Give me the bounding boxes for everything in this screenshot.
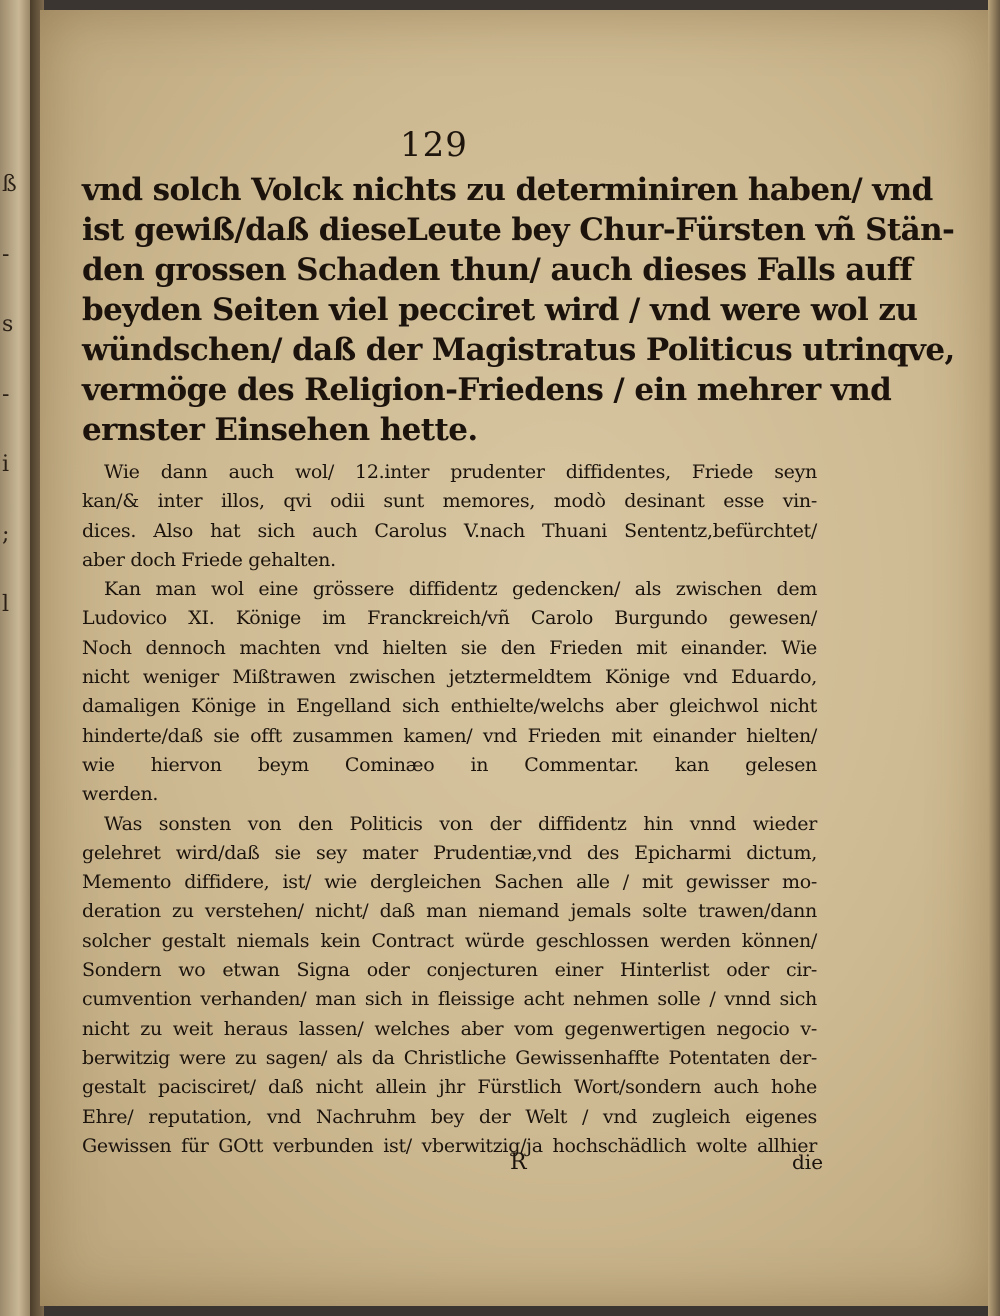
facing-mark: -: [2, 242, 10, 267]
text-line: Was sonsten von den Politicis von der diffidentz hin vnnd wieder: [104, 812, 817, 835]
text-line: Ludovico XI. Könige im Franckreich/vñ Carolo Burgundo gewesen/: [82, 607, 817, 630]
facing-mark: ;: [2, 522, 10, 547]
catchword: die: [792, 1150, 824, 1174]
paragraph-4: [82, 810, 817, 1162]
text-line: berwitzig were zu sagen/ als da Christliche Gewissenhaffte Potentaten der-: [82, 1046, 817, 1069]
text-line: gelehret wird/daß sie sey mater Prudentiæ,vnd des Epicharmi dictum,: [82, 841, 817, 864]
signature-mark: R: [510, 1150, 527, 1175]
page-right-edge: [988, 0, 1000, 1316]
text-line: Ehre/ reputation, vnd Nachruhm bey der Welt / vnd zugleich eigenes: [82, 1105, 817, 1128]
facing-mark: l: [2, 592, 10, 617]
text-line: ist gewiß/daß dieseLeute bey Chur-Fürsten vñ Stän-: [82, 212, 955, 248]
text-line: wündschen/ daß der Magistratus Politicus utrinqve,: [82, 332, 955, 368]
facing-mark: s: [2, 312, 14, 337]
text-line: ernster Einsehen hette.: [82, 412, 478, 448]
text-line: aber doch Friede gehalten.: [82, 548, 336, 571]
body-text: [82, 170, 955, 1161]
text-line: Wie dann auch wol/ 12.inter prudenter diffidentes, Friede seyn: [104, 461, 817, 483]
facing-page-marks: [2, 150, 30, 640]
text-line: wie hiervon beym Cominæo in Commentar. kan gelesen: [82, 753, 817, 776]
text-line: deration zu verstehen/ nicht/ daß man niemand jemals solte trawen/dann: [82, 900, 817, 923]
text-line: vnd solch Volck nichts zu determiniren haben/ vnd: [82, 172, 933, 208]
facing-mark: ß: [2, 172, 17, 197]
text-line: werden.: [82, 783, 159, 806]
text-line: Memento diffidere, ist/ wie dergleichen Sachen alle / mit gewisser mo-: [82, 871, 817, 894]
text-line: Gewissen für GOtt verbunden ist/ vberwitzig/ja hochschädlich wolte allhier: [82, 1134, 817, 1157]
paragraph-3: [82, 575, 817, 809]
text-line: kan/& inter illos, qvi odii sunt memores, modò desinant esse vin-: [82, 490, 817, 513]
text-line: solcher gestalt niemals kein Contract würde geschlossen werden können/: [82, 929, 817, 952]
page: [40, 10, 990, 1306]
text-line: dices. Also hat sich auch Carolus V.nach Thuani Sententz,befürchtet/: [82, 519, 817, 542]
text-line: hinderte/daß sie offt zusammen kamen/ vnd Frieden mit einander hielten/: [82, 724, 817, 747]
text-line: damaligen Könige in Engelland sich enthielte/welchs aber gleichwol nicht: [82, 695, 817, 718]
text-line: nicht weniger Mißtrawen zwischen jetztermeldtem Könige vnd Eduardo,: [82, 666, 817, 689]
text-line: nicht zu weit heraus lassen/ welches aber vom gegenwertigen negocio v-: [82, 1017, 817, 1040]
facing-mark: i: [2, 452, 10, 477]
paragraph-1: [82, 170, 955, 450]
text-line: beyden Seiten viel pecciret wird / vnd were wol zu: [82, 292, 918, 328]
text-line: Sondern wo etwan Signa oder conjecturen einer Hinterlist oder cir-: [82, 959, 817, 982]
paragraph-2: [82, 458, 817, 575]
page-number: 129: [400, 125, 468, 165]
text-line: vermöge des Religion-Friedens / ein mehrer vnd: [82, 372, 892, 408]
text-line: den grossen Schaden thun/ auch dieses Falls auff: [82, 252, 913, 288]
text-line: Kan man wol eine grössere diffidentz gedencken/ als zwischen dem: [104, 578, 817, 601]
text-line: cumvention verhanden/ man sich in fleissige acht nehmen solle / vnnd sich: [82, 988, 817, 1011]
text-line: gestalt pacisciret/ daß nicht allein jhr Fürstlich Wort/sondern auch hohe: [82, 1076, 817, 1099]
facing-page-edge: [0, 0, 34, 1316]
facing-mark: -: [2, 382, 10, 407]
text-line: Noch dennoch machten vnd hielten sie den Frieden mit einander. Wie: [82, 636, 817, 659]
